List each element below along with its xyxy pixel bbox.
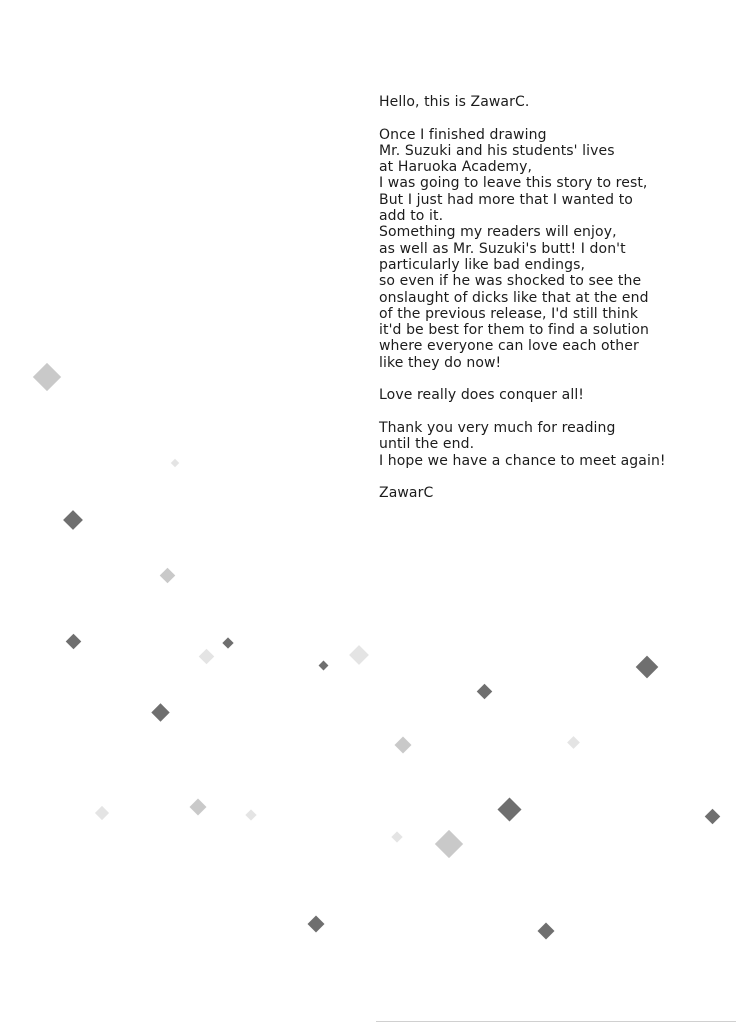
diamond-decoration bbox=[636, 656, 659, 679]
diamond-decoration bbox=[66, 634, 82, 650]
letter-line: like they do now! bbox=[379, 354, 502, 371]
diamond-decoration bbox=[497, 797, 521, 821]
diamond-decoration bbox=[95, 806, 109, 820]
letter-line: I hope we have a chance to meet again! bbox=[379, 452, 666, 469]
diamond-decoration bbox=[199, 649, 215, 665]
afterword-letter bbox=[379, 94, 719, 518]
diamond-decoration bbox=[160, 568, 176, 584]
letter-line: Something my readers will enjoy, bbox=[379, 224, 617, 241]
diamond-decoration bbox=[435, 830, 463, 858]
diamond-decoration bbox=[222, 637, 233, 648]
letter-line: it'd be best for them to find a solution bbox=[379, 322, 650, 339]
letter-line: Thank you very much for reading bbox=[379, 419, 616, 436]
letter-line: onslaught of dicks like that at the end bbox=[379, 289, 649, 306]
letter-line: I was going to leave this story to rest, bbox=[379, 175, 648, 192]
letter-paragraph-3 bbox=[379, 420, 719, 469]
diamond-decoration bbox=[477, 684, 493, 700]
diamond-decoration bbox=[245, 809, 256, 820]
greeting: Hello, this is ZawarC. bbox=[379, 94, 530, 110]
letter-line: particularly like bad endings, bbox=[379, 256, 586, 273]
letter-paragraph-1 bbox=[379, 127, 719, 371]
signature: ZawarC bbox=[379, 485, 434, 502]
letter-line: until the end. bbox=[379, 436, 475, 453]
diamond-decoration bbox=[567, 736, 580, 749]
diamond-decoration bbox=[538, 923, 555, 940]
letter-line: Once I finished drawing bbox=[379, 126, 547, 143]
bottom-divider bbox=[376, 1021, 736, 1022]
diamond-decoration bbox=[190, 799, 207, 816]
diamond-decoration bbox=[308, 916, 325, 933]
letter-line: as well as Mr. Suzuki's butt! I don't bbox=[379, 240, 626, 257]
diamond-decoration bbox=[319, 661, 329, 671]
diamond-decoration bbox=[395, 737, 412, 754]
letter-line: add to it. bbox=[379, 208, 444, 225]
diamond-decoration bbox=[151, 703, 169, 721]
diamond-decoration bbox=[391, 831, 402, 842]
letter-line: Mr. Suzuki and his students' lives bbox=[379, 142, 615, 159]
diamond-decoration bbox=[349, 645, 369, 665]
diamond-decoration bbox=[33, 363, 61, 391]
letter-line: of the previous release, I'd still think bbox=[379, 305, 639, 322]
diamond-decoration bbox=[171, 459, 179, 467]
letter-line: where everyone can love each other bbox=[379, 338, 639, 355]
letter-line: at Haruoka Academy, bbox=[379, 159, 533, 176]
letter-line: so even if he was shocked to see the bbox=[379, 273, 642, 290]
letter-line: But I just had more that I wanted to bbox=[379, 191, 633, 208]
letter-paragraph-2: Love really does conquer all! bbox=[379, 387, 585, 404]
diamond-decoration bbox=[705, 809, 721, 825]
diamond-decoration bbox=[63, 510, 83, 530]
